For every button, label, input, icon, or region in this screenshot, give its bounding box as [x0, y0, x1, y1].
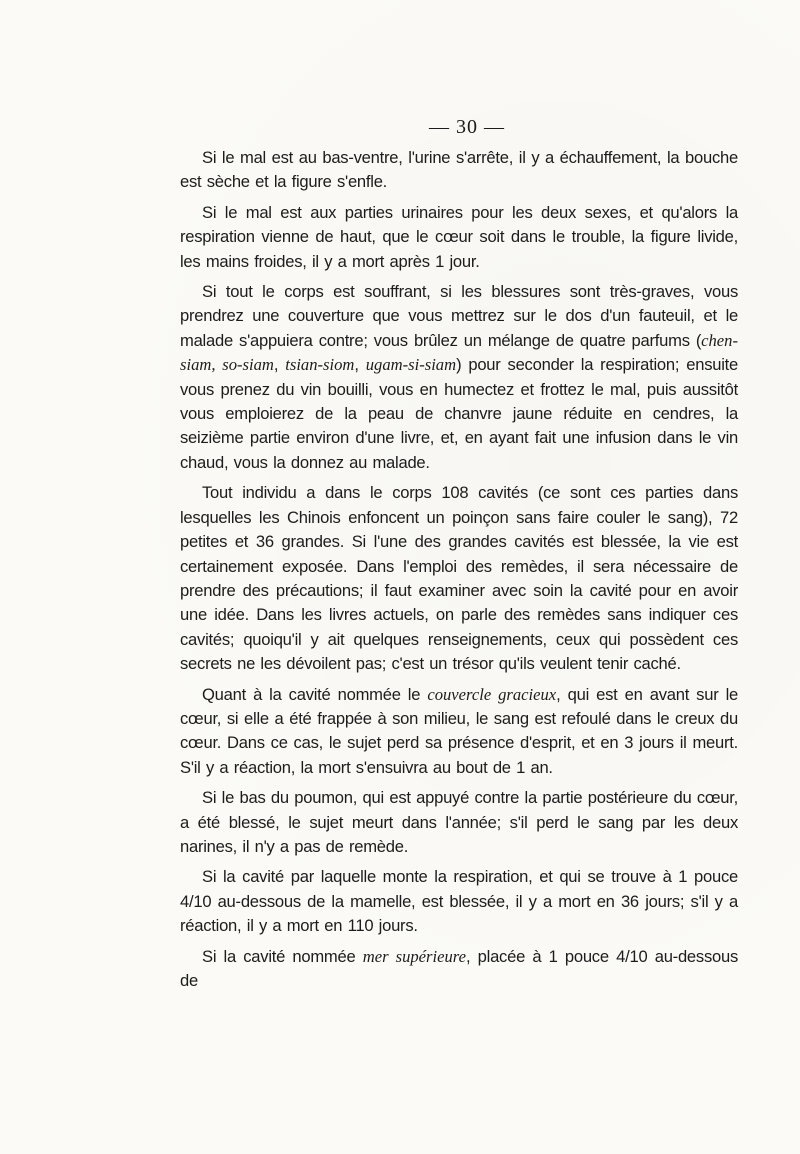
- text-run: ,: [273, 355, 286, 375]
- text-run: Si la cavité nommée: [202, 946, 363, 966]
- paragraph: [180, 945, 738, 994]
- paragraph: [180, 201, 738, 274]
- text-run: Si le mal est aux parties urinaires pour les deux sexes, et qu'alors la respiration vienne de haut, que le cœur soit dans le trouble, la figure livide, les mains froides, il y a mort après 1 jour.: [180, 202, 738, 271]
- page-number: — 30 —: [429, 116, 505, 138]
- text-run: Tout individu a dans le corps 108 cavités (ce sont ces parties dans lesquelles les Chinois enfoncent un poinçon sans faire couler le sang), 72 petites et 36 grandes. Si l'une des grandes cavités est blessée, la vie est certainement exposée. Dans l'emploi des remèdes, il sera nécessaire de prendre des précautions; il faut examiner avec soin la cavité pour en avoir une idée. Dans les livres actuels, on parle des remèdes sans indiquer ces cavités; quoiqu'il y ait quelques renseignements, ceux qui possèdent ces secrets ne les dévoilent pas; c'est un trésor qu'ils veulent tenir caché.: [180, 483, 738, 674]
- paragraph: [180, 786, 738, 859]
- italic-term: couvercle gracieux: [427, 684, 557, 704]
- body-text: [180, 146, 738, 999]
- italic-term: mer supérieure: [362, 946, 466, 966]
- paragraph: [180, 146, 738, 195]
- text-run: ) pour seconder la respiration; ensuite vous prenez du vin bouilli, vous en humectez et frottez le mal, puis aussitôt vous emploierez de la peau de chanvre jaune réduite en cendres, la seizième partie environ d'une livre, et, en ayant fait une infusion dans le vin chaud, vous la donnez au malade.: [180, 355, 738, 472]
- text-run: ,: [354, 355, 366, 375]
- paragraph: [180, 865, 738, 938]
- text-run: Si le bas du poumon, qui est appuyé contre la partie postérieure du cœur, a été blessé, le sujet meurt dans l'année; s'il perd le sang par les deux narines, il n'y a pas de remède.: [180, 788, 738, 856]
- paragraph: [180, 280, 738, 475]
- text-run: Si le mal est au bas-ventre, l'urine s'arrête, il y a échauffement, la bouche est sèche et la figure s'enfle.: [180, 148, 738, 192]
- text-run: , placée à 1 pouce 4/10 au-dessous de: [180, 946, 738, 990]
- text-run: Si la cavité par laquelle monte la respiration, et qui se trouve à 1 pouce 4/10 au-dessous de la mamelle, est blessée, il y a mort en 36 jours; s'il y a réaction, il y a mort en 110 jours.: [180, 867, 738, 936]
- italic-term: tsian-siom: [285, 355, 355, 375]
- italic-term: ugam-si-siam: [365, 355, 457, 375]
- paragraph: [180, 481, 738, 676]
- text-run: Quant à la cavité nommée le: [202, 684, 428, 704]
- paragraph: [180, 683, 738, 781]
- italic-term: chen-siam, so-siam: [180, 330, 738, 375]
- text-run: Si tout le corps est souffrant, si les blessures sont très-graves, vous prendrez une couverture que vous mettrez sur le dos d'un fauteuil, et le malade s'appuiera contre; vous brûlez un mélange de quatre parfums (: [180, 282, 738, 350]
- text-run: , qui est en avant sur le cœur, si elle a été frappée à son milieu, le sang est refoulé dans le creux du cœur. Dans ce cas, le sujet perd sa présence d'esprit, et en 3 jours il meurt. S'il y a réaction, la mort s'ensuivra au bout de 1 an.: [180, 684, 738, 777]
